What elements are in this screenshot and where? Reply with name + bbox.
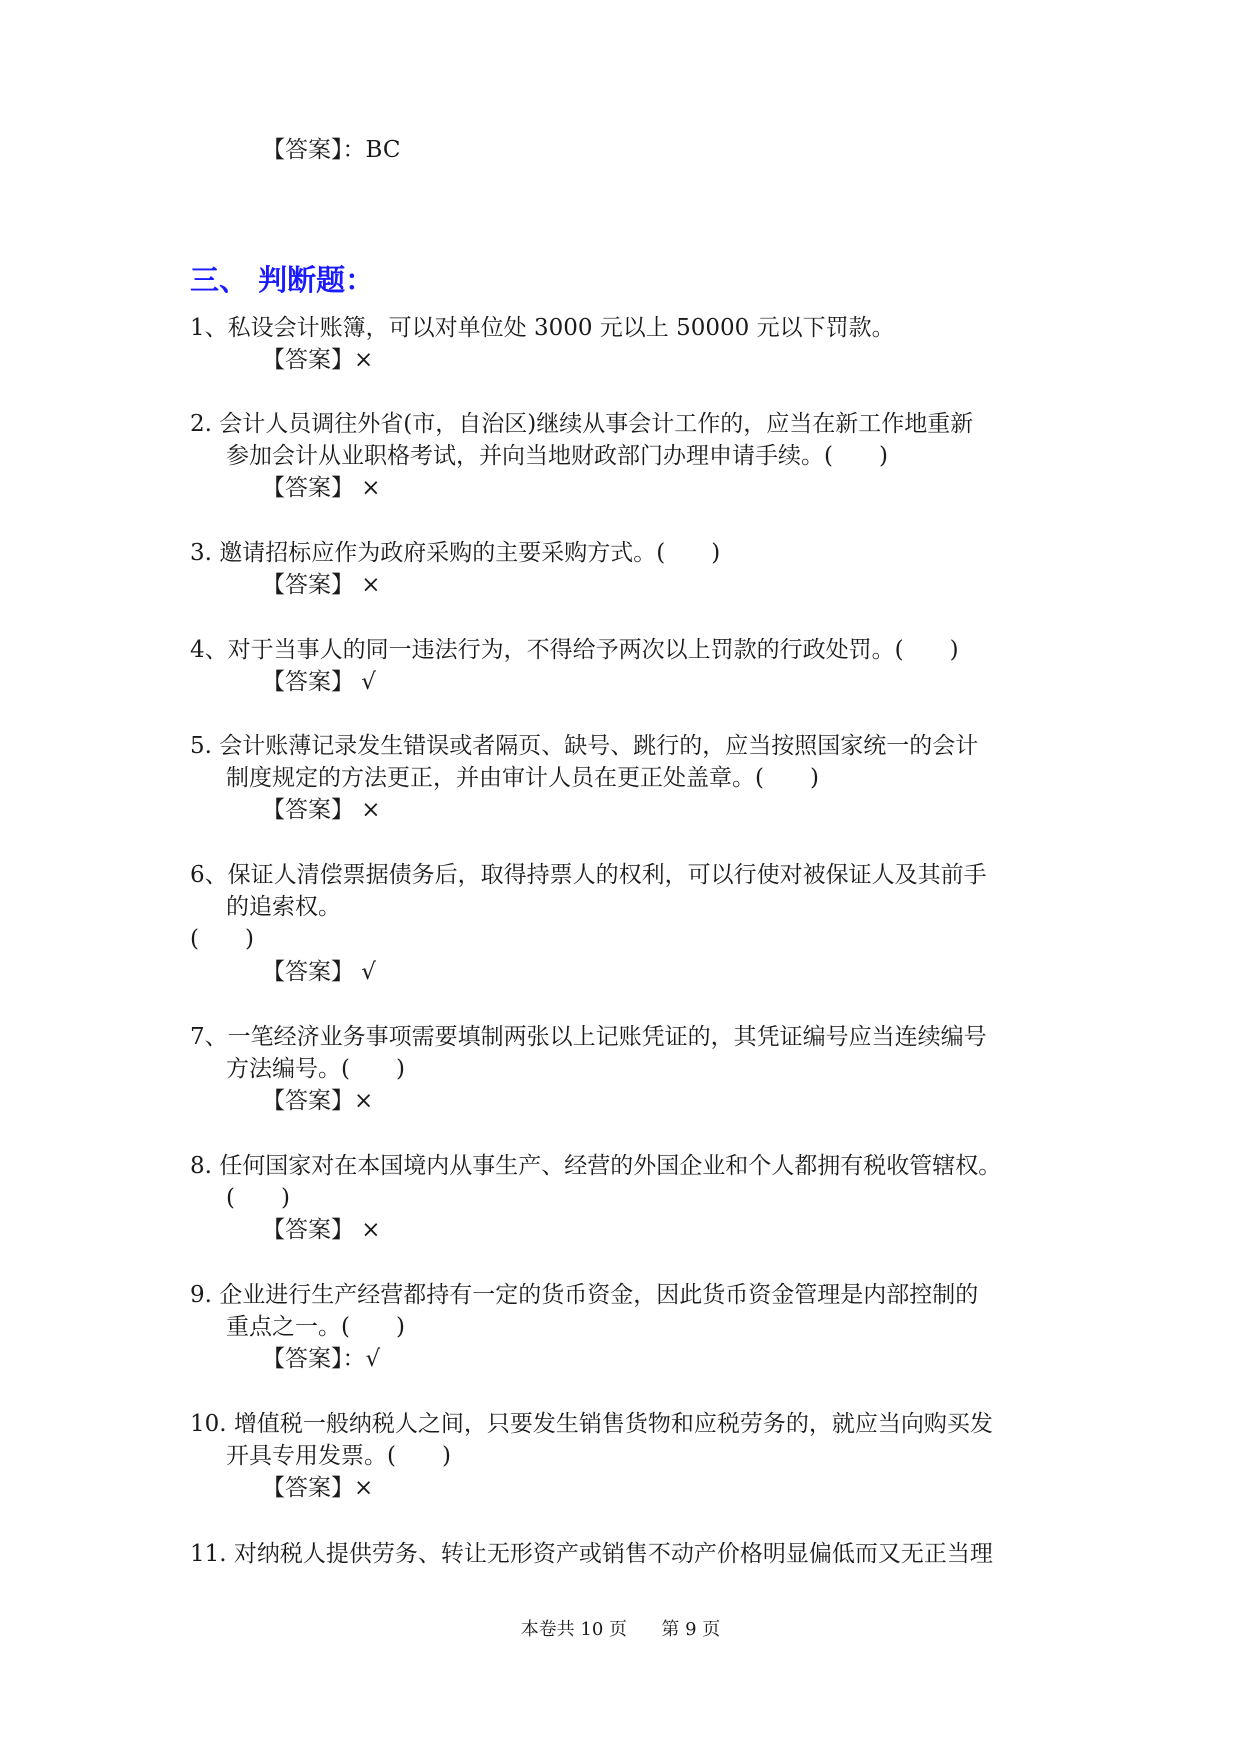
page-footer bbox=[0, 1618, 1241, 1642]
question-11-line-1: 11. 对纳税人提供劳务、转让无形资产或销售不动产价格明显偏低而又无正当理 bbox=[190, 1541, 993, 1567]
question-6-line-1: 6、保证人清偿票据债务后，取得持票人的权利，可以行使对被保证人及其前手 bbox=[190, 862, 987, 888]
question-1-line-1: 1、私设会计账簿，可以对单位处 3000 元以上 50000 元以下罚款。 bbox=[190, 315, 895, 341]
question-5-line-1: 5. 会计账薄记录发生错误或者隔页、缺号、跳行的，应当按照国家统一的会计 bbox=[190, 733, 979, 759]
question-2-answer: 【答案】 × bbox=[262, 475, 381, 501]
question-2-line-1: 2. 会计人员调往外省(市，自治区)继续从事会计工作的，应当在新工作地重新 bbox=[190, 411, 974, 437]
question-6-line-2: 的追索权。 bbox=[226, 894, 341, 920]
question-7-answer: 【答案】× bbox=[262, 1088, 374, 1114]
question-1-answer: 【答案】× bbox=[262, 347, 374, 373]
question-9-answer: 【答案】：√ bbox=[262, 1346, 381, 1372]
question-10-answer: 【答案】× bbox=[262, 1475, 374, 1501]
top-answer: 【答案】：BC bbox=[262, 137, 401, 163]
question-9-line-1: 9. 企业进行生产经营都持有一定的货币资金，因此货币资金管理是内部控制的 bbox=[190, 1282, 979, 1308]
question-10-line-1: 10. 增值税一般纳税人之间，只要发生销售货物和应税劳务的，就应当向购买发 bbox=[190, 1411, 993, 1437]
question-8-line-2: ( ) bbox=[226, 1185, 290, 1211]
question-9-line-2: 重点之一。( ) bbox=[226, 1314, 405, 1340]
question-2-line-2: 参加会计从业职格考试，并向当地财政部门办理申请手续。( ) bbox=[226, 443, 888, 469]
question-3-answer: 【答案】 × bbox=[262, 572, 381, 598]
question-8-line-1: 8. 任何国家对在本国境内从事生产、经营的外国企业和个人都拥有税收管辖权。 bbox=[190, 1153, 1002, 1179]
question-6-line-3: ( ) bbox=[190, 926, 254, 952]
section-title: 三、 判断题： bbox=[190, 263, 375, 297]
question-10-line-2: 开具专用发票。( ) bbox=[226, 1443, 451, 1469]
question-5-answer: 【答案】 × bbox=[262, 797, 381, 823]
question-6-answer: 【答案】 √ bbox=[262, 959, 376, 985]
footer-current-page: 第 9 页 bbox=[661, 1619, 721, 1640]
question-8-answer: 【答案】 × bbox=[262, 1217, 381, 1243]
question-4-line-1: 4、对于当事人的同一违法行为，不得给予两次以上罚款的行政处罚。( ) bbox=[190, 637, 959, 663]
question-5-line-2: 制度规定的方法更正，并由审计人员在更正处盖章。( ) bbox=[226, 765, 819, 791]
question-3-line-1: 3. 邀请招标应作为政府采购的主要采购方式。( ) bbox=[190, 540, 721, 566]
question-7-line-2: 方法编号。( ) bbox=[226, 1056, 405, 1082]
footer-total-pages: 本卷共 10 页 bbox=[520, 1619, 628, 1640]
question-4-answer: 【答案】 √ bbox=[262, 669, 376, 695]
question-7-line-1: 7、一笔经济业务事项需要填制两张以上记账凭证的，其凭证编号应当连续编号 bbox=[190, 1024, 987, 1050]
